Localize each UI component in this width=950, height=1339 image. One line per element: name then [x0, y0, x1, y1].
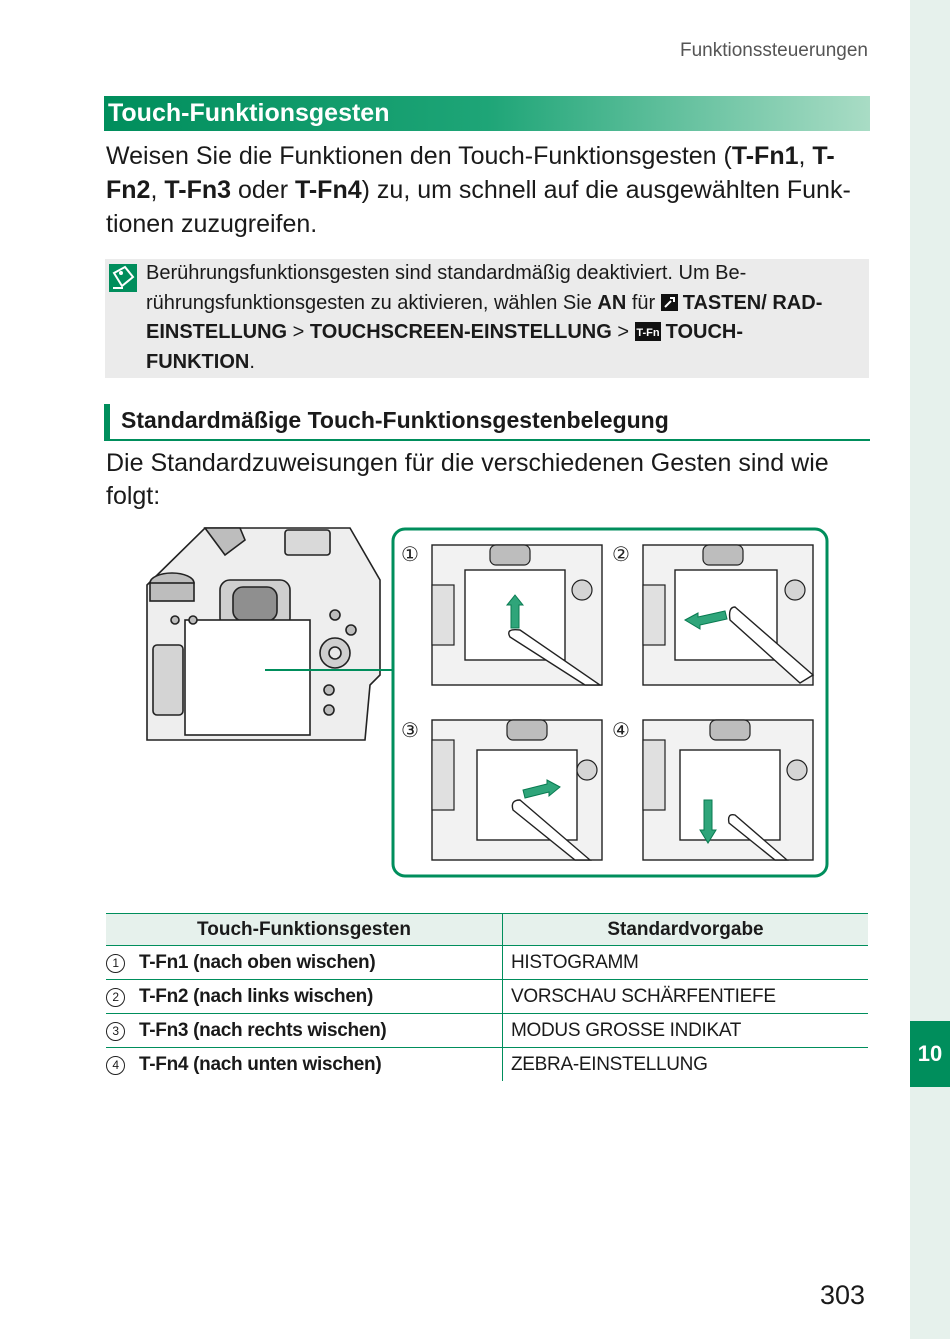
gesture-panel-2	[643, 545, 813, 685]
gesture-cell	[106, 946, 503, 980]
gesture-text: T-Fn2 (nach links wischen)	[139, 985, 373, 1007]
note-bold-buttons: TASTEN/ RAD-EINSTELLUNG	[146, 291, 823, 343]
note-box	[105, 259, 869, 378]
header-gesture: Touch-Funktionsgesten	[106, 914, 503, 946]
table-row	[106, 1014, 868, 1048]
note-text	[146, 259, 846, 377]
tfn2-label: T-Fn2	[106, 142, 835, 204]
table-row	[106, 946, 868, 980]
gesture-text: T-Fn4 (nach unten wischen)	[139, 1053, 382, 1075]
note-text-part: für	[626, 291, 661, 314]
section-title: Touch-Funktionsgesten	[104, 96, 870, 131]
note-text-part: Berührungsfunktionsgesten sind standardmäßig deaktiviert. Um Be-rührungsfunktionsgesten zu aktivieren, wählen Sie	[146, 262, 747, 314]
label-2: ②	[612, 542, 630, 566]
gesture-table	[106, 913, 868, 1081]
table-header-row	[106, 914, 868, 946]
header-default: Standardvorgabe	[503, 914, 869, 946]
note-text-part: >	[611, 321, 635, 343]
label-3: ③	[401, 718, 419, 742]
gesture-cell	[106, 1014, 503, 1048]
gesture-illustration	[145, 525, 835, 880]
tfn-icon	[635, 322, 661, 341]
note-bold-touch-function: TOUCH-FUNKTION	[146, 321, 743, 373]
circled-number: 1	[106, 954, 125, 973]
side-tab-strip	[910, 0, 950, 1339]
label-4: ④	[612, 718, 630, 742]
gesture-cell	[106, 1048, 503, 1082]
table-row	[106, 980, 868, 1014]
note-text-part: .	[249, 350, 255, 373]
intro-text: oder	[231, 176, 295, 204]
note-bold-touchscreen: TOUCHSCREEN-EINSTELLUNG	[309, 321, 612, 343]
gesture-cell	[106, 980, 503, 1014]
default-cell: ZEBRA-EINSTELLUNG	[511, 1053, 708, 1075]
chapter-tab[interactable]: 10	[910, 1021, 950, 1087]
note-text-part: >	[287, 321, 310, 343]
label-1: ①	[401, 542, 419, 566]
note-icon	[109, 264, 137, 292]
intro-text: Weisen Sie die Funktionen den Touch-Funktionsgesten (	[106, 142, 732, 170]
intro-text: ) zu, um schnell auf die ausgewählten Funk-tionen zuzugreifen.	[106, 176, 851, 238]
gesture-panel-1	[432, 545, 602, 685]
gesture-panel-4	[643, 720, 813, 860]
default-cell: VORSCHAU SCHÄRFENTIEFE	[503, 980, 869, 1014]
camera-main-illustration	[147, 528, 380, 740]
subsection-title: Standardmäßige Touch-Funktionsgestenbelegung	[104, 404, 870, 441]
tfn4-label: T-Fn4	[294, 176, 362, 204]
tfn3-label: T-Fn3	[164, 176, 232, 204]
intro-text: ,	[150, 176, 165, 204]
gesture-text: T-Fn1 (nach oben wischen)	[139, 951, 376, 973]
wrench-icon	[661, 294, 678, 311]
tfn1-label: T-Fn1	[731, 142, 799, 170]
circled-number: 2	[106, 988, 125, 1007]
subsection-text: Die Standardzuweisungen für die verschiedenen Gesten sind wie folgt:	[106, 449, 829, 510]
note-bold-on: AN	[597, 291, 627, 314]
tfn-icon-label: T-Fn	[635, 327, 660, 339]
page-number: 303	[820, 1280, 866, 1310]
intro-paragraph	[106, 139, 871, 241]
gesture-panel-3	[432, 720, 602, 860]
circled-number: 3	[106, 1022, 125, 1041]
running-head: Funktionssteuerungen	[679, 40, 868, 61]
circled-number: 4	[106, 1056, 125, 1075]
gesture-text: T-Fn3 (nach rechts wischen)	[139, 1019, 387, 1041]
default-cell: MODUS GROSSE INDIKAT	[503, 1014, 869, 1048]
table-row	[106, 1048, 868, 1082]
default-cell: HISTOGRAMM	[503, 946, 869, 980]
intro-text: ,	[798, 142, 813, 170]
